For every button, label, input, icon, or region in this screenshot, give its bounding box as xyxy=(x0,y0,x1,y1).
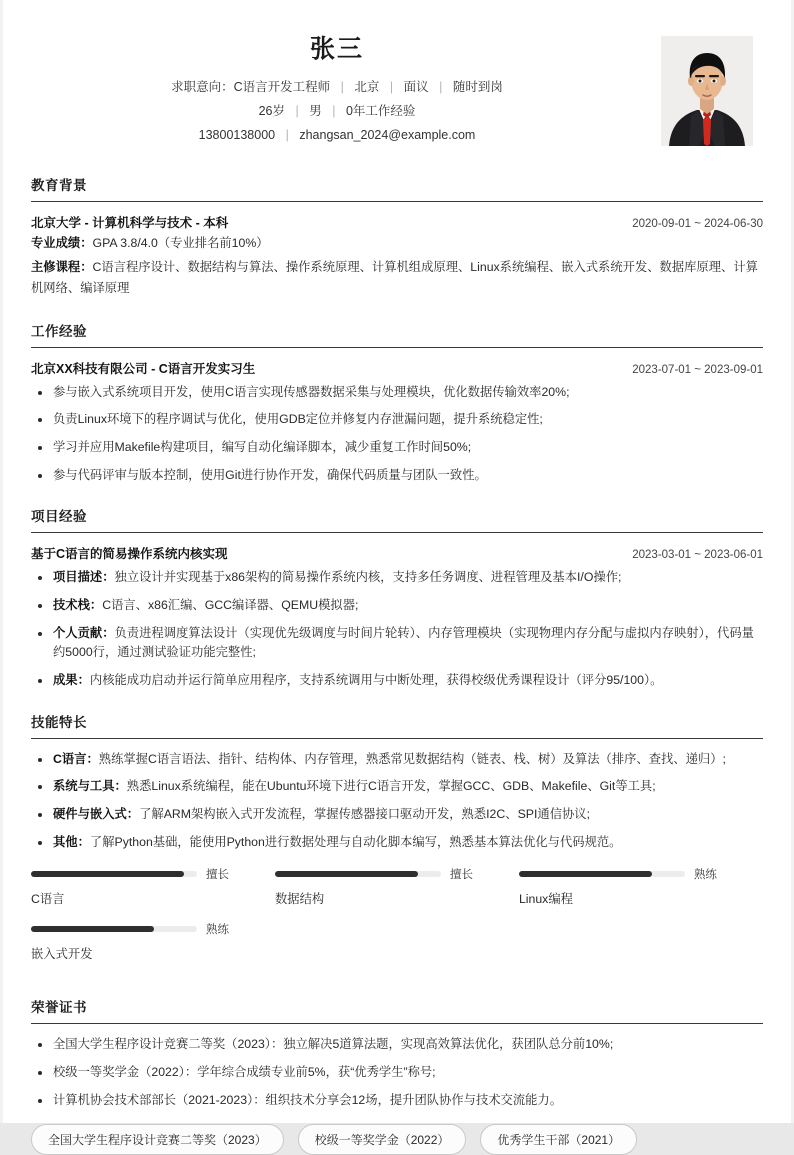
candidate-age: 26岁 xyxy=(258,103,285,118)
skill-bar-row xyxy=(31,921,275,937)
list-item-label: C语言： xyxy=(53,751,99,766)
list-item-label: 技术栈： xyxy=(53,597,103,612)
section-project xyxy=(31,505,763,690)
education-entry-head xyxy=(31,213,763,231)
work-bullet-list xyxy=(31,383,763,486)
skill-bar-item xyxy=(519,866,763,907)
meta-separator-icon: | xyxy=(332,103,336,118)
list-item: 参与嵌入式系统项目开发，使用C语言实现传感器数据采集与处理模块，优化数据传输效率20%; xyxy=(31,383,763,403)
list-item: 计算机协会技术部部长（2021-2023）：组织技术分享会12场，提升团队协作与技术交流能力。 xyxy=(31,1091,763,1111)
education-date: 2020-09-01 ~ 2024-06-30 xyxy=(632,218,763,230)
job-location: 北京 xyxy=(354,80,380,94)
list-item-text: C语言、x86汇编、GCC编译器、QEMU模拟器; xyxy=(102,597,359,612)
skill-progress-fill xyxy=(31,871,184,877)
list-item xyxy=(31,833,763,853)
meta-separator-icon: | xyxy=(389,80,394,94)
job-salary: 面议 xyxy=(403,80,429,94)
list-item-label: 系统与工具： xyxy=(53,779,127,794)
skill-name-label: 嵌入式开发 xyxy=(31,947,93,962)
list-item-label: 成果： xyxy=(53,672,90,687)
section-education xyxy=(31,174,763,300)
education-gpa-label: 专业成绩： xyxy=(31,236,93,250)
meta-separator-icon: | xyxy=(439,80,443,94)
meta-separator-icon: | xyxy=(295,103,299,118)
section-title-honors: 荣誉证书 xyxy=(31,996,763,1024)
avatar xyxy=(661,36,753,146)
list-item: 全国大学生程序设计竞赛二等奖（2023）：独立解决5道算法题，实现高效算法优化，获团队总分前10%; xyxy=(31,1035,763,1055)
skill-name-label: Linux编程 xyxy=(518,892,573,907)
skill-level-label: 熟练 xyxy=(693,869,717,882)
header-meta-line-3 xyxy=(31,124,643,148)
list-item: 学习并应用Makefile构建项目，编写自动化编译脚本，减少重复工作时间50%; xyxy=(31,438,763,458)
skill-bar-row xyxy=(519,866,763,882)
section-skills xyxy=(31,711,763,977)
list-item-text: 独立设计并实现基于x86架构的简易操作系统内核，支持多任务调度、进程管理及基本I/O操作; xyxy=(114,570,622,585)
section-work xyxy=(31,320,763,486)
skill-progress-track xyxy=(519,871,685,877)
skill-bar-row xyxy=(31,866,275,882)
list-item-text: 熟悉Linux系统编程，能在Ubuntu环境下进行C语言开发，掌握GCC、GDB、Makefile、Git等工具; xyxy=(126,779,656,794)
section-title-project: 项目经验 xyxy=(31,505,763,533)
education-entry xyxy=(31,213,763,300)
header-meta-line-2 xyxy=(31,100,643,124)
skill-progress-fill xyxy=(31,926,154,932)
skill-level-label: 擅长 xyxy=(449,869,473,882)
list-item-label: 其他： xyxy=(53,834,90,849)
list-item xyxy=(31,805,763,825)
list-item: 负责Linux环境下的程序调试与优化，使用GDB定位并修复内存泄漏问题，提升系统稳定性; xyxy=(31,410,763,430)
list-item xyxy=(31,750,763,770)
education-courses-value: C语言程序设计、数据结构与算法、操作系统原理、计算机组成原理、Linux系统编程、嵌入式系统开发、数据库原理、计算机网络、编译原理 xyxy=(31,259,758,296)
skill-bar-grid xyxy=(31,866,763,976)
skill-name-label: 数据结构 xyxy=(274,892,325,907)
list-item xyxy=(31,568,763,588)
skill-bar-row xyxy=(275,866,519,882)
skill-progress-track xyxy=(31,926,197,932)
education-headline: 北京大学 - 计算机科学与技术 - 本科 xyxy=(31,216,229,230)
education-gpa-value: GPA 3.8/4.0（专业排名前10%） xyxy=(92,236,269,250)
section-title-education: 教育背景 xyxy=(31,174,763,202)
candidate-gender: 男 xyxy=(309,103,322,118)
list-item-label: 项目描述： xyxy=(53,570,115,585)
list-item-text: 内核能成功启动并运行简单应用程序，支持系统调用与中断处理，获得校级优秀课程设计（评分95/100）。 xyxy=(89,672,663,687)
meta-separator-icon: | xyxy=(285,127,289,142)
skill-bar-item xyxy=(31,866,275,907)
candidate-phone: 13800138000 xyxy=(198,127,276,142)
education-gpa-row xyxy=(31,233,763,255)
list-item-text: 负责进程调度算法设计（实现优先级调度与时间片轮转）、内存管理模块（实现物理内存分配与虚拟内存映射），代码量约5000行，通过测试验证功能完整性; xyxy=(53,625,754,660)
honor-tag[interactable]: 优秀学生干部（2021） xyxy=(480,1124,637,1155)
meta-separator-icon: | xyxy=(340,80,344,94)
skill-level-label: 熟练 xyxy=(206,924,229,937)
work-headline: 北京XX科技有限公司 - C语言开发实习生 xyxy=(31,361,256,376)
job-intention: 求职意向：C语言开发工程师 xyxy=(171,80,331,94)
skill-progress-track xyxy=(31,871,197,877)
honors-bullet-list xyxy=(31,1035,763,1110)
honor-tag[interactable]: 全国大学生程序设计竞赛二等奖（2023） xyxy=(31,1124,284,1155)
skill-progress-fill xyxy=(275,871,418,877)
skill-bar-item xyxy=(275,866,519,907)
list-item-label: 个人贡献： xyxy=(53,625,115,640)
honor-tag[interactable]: 校级一等奖学金（2022） xyxy=(298,1124,467,1155)
candidate-email: zhangsan_2024@example.com xyxy=(299,127,476,142)
list-item xyxy=(31,624,763,663)
list-item: 参与代码评审与版本控制，使用Git进行协作开发，确保代码质量与团队一致性。 xyxy=(31,466,763,486)
header-meta-line-1 xyxy=(31,76,643,100)
candidate-name: 张三 xyxy=(309,35,364,63)
skill-bar-item xyxy=(31,921,275,962)
education-courses-label: 主修课程： xyxy=(31,259,93,274)
project-bullet-list xyxy=(31,568,763,690)
list-item-text: 熟练掌握C语言语法、指针、结构体、内存管理，熟悉常见数据结构（链表、栈、树）及算法（排序、查找、递归）; xyxy=(98,751,726,766)
resume-header xyxy=(31,34,763,154)
candidate-experience: 0年工作经验 xyxy=(345,103,416,118)
job-availability: 随时到岗 xyxy=(452,80,503,94)
list-item: 校级一等奖学金（2022）：学年综合成绩专业前5%，获“优秀学生”称号; xyxy=(31,1063,763,1083)
list-item xyxy=(31,777,763,797)
list-item-text: 了解ARM架构嵌入式开发流程，掌握传感器接口驱动开发，熟悉I2C、SPI通信协议; xyxy=(139,806,590,821)
honor-tag-row xyxy=(31,1124,763,1155)
project-entry-head xyxy=(31,544,763,562)
list-item xyxy=(31,671,763,691)
skill-name-label: C语言 xyxy=(31,892,65,907)
section-title-skills: 技能特长 xyxy=(31,711,763,739)
work-date: 2023-07-01 ~ 2023-09-01 xyxy=(632,363,763,376)
education-courses-row xyxy=(31,257,763,300)
section-title-work: 工作经验 xyxy=(31,320,763,348)
project-date: 2023-03-01 ~ 2023-06-01 xyxy=(632,549,763,562)
skills-bullet-list xyxy=(31,750,763,853)
avatar-illustration-icon xyxy=(661,36,753,146)
project-entry xyxy=(31,544,763,690)
list-item xyxy=(31,596,763,616)
skill-progress-fill xyxy=(519,871,652,877)
project-headline: 基于C语言的简易操作系统内核实现 xyxy=(31,547,228,562)
work-entry xyxy=(31,359,763,486)
section-honors xyxy=(31,996,763,1155)
list-item-text: 了解Python基础，能使用Python进行数据处理与自动化脚本编写，熟悉基本算法优化与代码规范。 xyxy=(89,834,622,849)
skill-level-label: 擅长 xyxy=(206,869,229,882)
skill-progress-track xyxy=(275,871,441,877)
work-entry-head xyxy=(31,359,763,377)
list-item-label: 硬件与嵌入式： xyxy=(53,806,140,821)
